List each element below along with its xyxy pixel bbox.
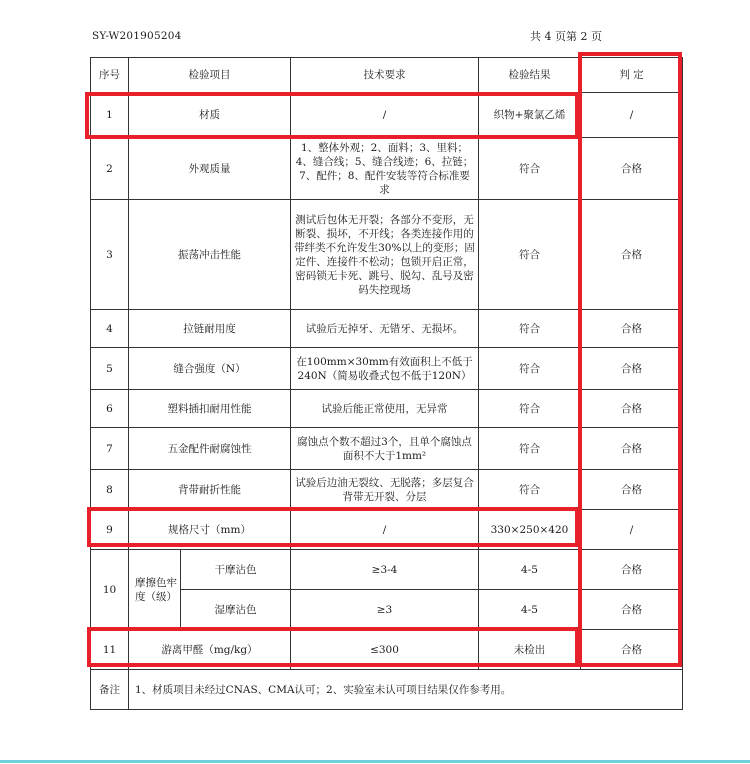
table-row	[91, 428, 683, 470]
row-result: 未检出	[479, 630, 581, 670]
row-no: 11	[91, 630, 129, 670]
inspection-table	[90, 57, 683, 710]
row-requirement: 试验后边油无裂纹、无脱落；多层复合背带无开裂、分层	[291, 470, 479, 510]
row-requirement: /	[291, 93, 479, 138]
table-row	[91, 510, 683, 550]
row-result: 符合	[479, 390, 581, 428]
row-no: 5	[91, 348, 129, 390]
row-verdict: 合格	[581, 590, 683, 630]
header-no: 序号	[91, 58, 129, 93]
row-verdict: /	[581, 510, 683, 550]
row-no: 8	[91, 470, 129, 510]
row-requirement: 1、整体外观；2、面料；3、里料；4、缝合线；5、缝合线迹；6、拉链；7、配件；8、配件安装等符合标准要求	[291, 138, 479, 200]
table-row	[91, 630, 683, 670]
table-row	[91, 348, 683, 390]
row-requirement: ≥3-4	[291, 550, 479, 590]
header-verdict: 判 定	[581, 58, 683, 93]
bottom-divider	[0, 760, 750, 763]
table-header-row	[91, 58, 683, 93]
header-item: 检验项目	[129, 58, 291, 93]
row-item: 缝合强度（N）	[129, 348, 291, 390]
table-row	[91, 138, 683, 200]
row-result: 织物+聚氯乙烯	[479, 93, 581, 138]
row-no: 1	[91, 93, 129, 138]
row-result: 符合	[479, 200, 581, 310]
row-item: 振荡冲击性能	[129, 200, 291, 310]
table-row	[91, 200, 683, 310]
table-row	[91, 470, 683, 510]
row-requirement: ≤300	[291, 630, 479, 670]
header-result: 检验结果	[479, 58, 581, 93]
row-item: 摩擦色牢度（级）	[129, 550, 181, 630]
row-requirement: 试验后能正常使用，无异常	[291, 390, 479, 428]
table-row	[91, 93, 683, 138]
row-item: 材质	[129, 93, 291, 138]
row-requirement: 在100mm×30mm有效面积上不低于240N（简易收叠式包不低于120N）	[291, 348, 479, 390]
row-subitem: 湿摩沾色	[181, 590, 291, 630]
row-no: 3	[91, 200, 129, 310]
row-verdict: 合格	[581, 348, 683, 390]
row-requirement: ≥3	[291, 590, 479, 630]
row-verdict: 合格	[581, 310, 683, 348]
page-info: 共 4 页第 2 页	[530, 30, 602, 43]
row-item: 游离甲醛（mg/kg）	[129, 630, 291, 670]
table-row	[91, 390, 683, 428]
row-verdict: /	[581, 93, 683, 138]
table-row	[91, 550, 683, 590]
row-verdict: 合格	[581, 630, 683, 670]
row-item: 拉链耐用度	[129, 310, 291, 348]
row-requirement: 腐蚀点个数不超过3个，且单个腐蚀点面积不大于1mm²	[291, 428, 479, 470]
note-text: 1、材质项目未经过CNAS、CMA认可；2、实验室未认可项目结果仅作参考用。	[129, 670, 683, 710]
row-no: 7	[91, 428, 129, 470]
row-verdict: 合格	[581, 138, 683, 200]
row-result: 符合	[479, 138, 581, 200]
row-result: 符合	[479, 428, 581, 470]
row-requirement: 测试后包体无开裂；各部分不变形，无断裂、损坏，不开线；各类连接作用的带绊类不允许发生30%以上的变形；固定件、连接件不松动；包锁开启正常，密码锁无卡死、跳号、脱勾、乱号及密码失控现场	[291, 200, 479, 310]
row-result: 符合	[479, 348, 581, 390]
row-item: 规格尺寸（mm）	[129, 510, 291, 550]
row-item: 五金配件耐腐蚀性	[129, 428, 291, 470]
row-subitem: 干摩沾色	[181, 550, 291, 590]
row-item: 外观质量	[129, 138, 291, 200]
row-verdict: 合格	[581, 200, 683, 310]
row-result: 符合	[479, 470, 581, 510]
row-no: 4	[91, 310, 129, 348]
row-no: 2	[91, 138, 129, 200]
row-item: 塑料插扣耐用性能	[129, 390, 291, 428]
row-no: 6	[91, 390, 129, 428]
row-item: 背带耐折性能	[129, 470, 291, 510]
row-requirement: 试验后无掉牙、无错牙、无损坏。	[291, 310, 479, 348]
table-row	[91, 310, 683, 348]
row-verdict: 合格	[581, 550, 683, 590]
row-requirement: /	[291, 510, 479, 550]
row-verdict: 合格	[581, 390, 683, 428]
row-verdict: 合格	[581, 428, 683, 470]
table-row-note	[91, 670, 683, 710]
document-number: SY-W201905204	[92, 30, 182, 42]
row-result: 符合	[479, 310, 581, 348]
note-label: 备注	[91, 670, 129, 710]
row-result: 330×250×420	[479, 510, 581, 550]
row-verdict: 合格	[581, 470, 683, 510]
row-result: 4-5	[479, 550, 581, 590]
row-no: 10	[91, 550, 129, 630]
row-result: 4-5	[479, 590, 581, 630]
row-no: 9	[91, 510, 129, 550]
header-requirement: 技术要求	[291, 58, 479, 93]
